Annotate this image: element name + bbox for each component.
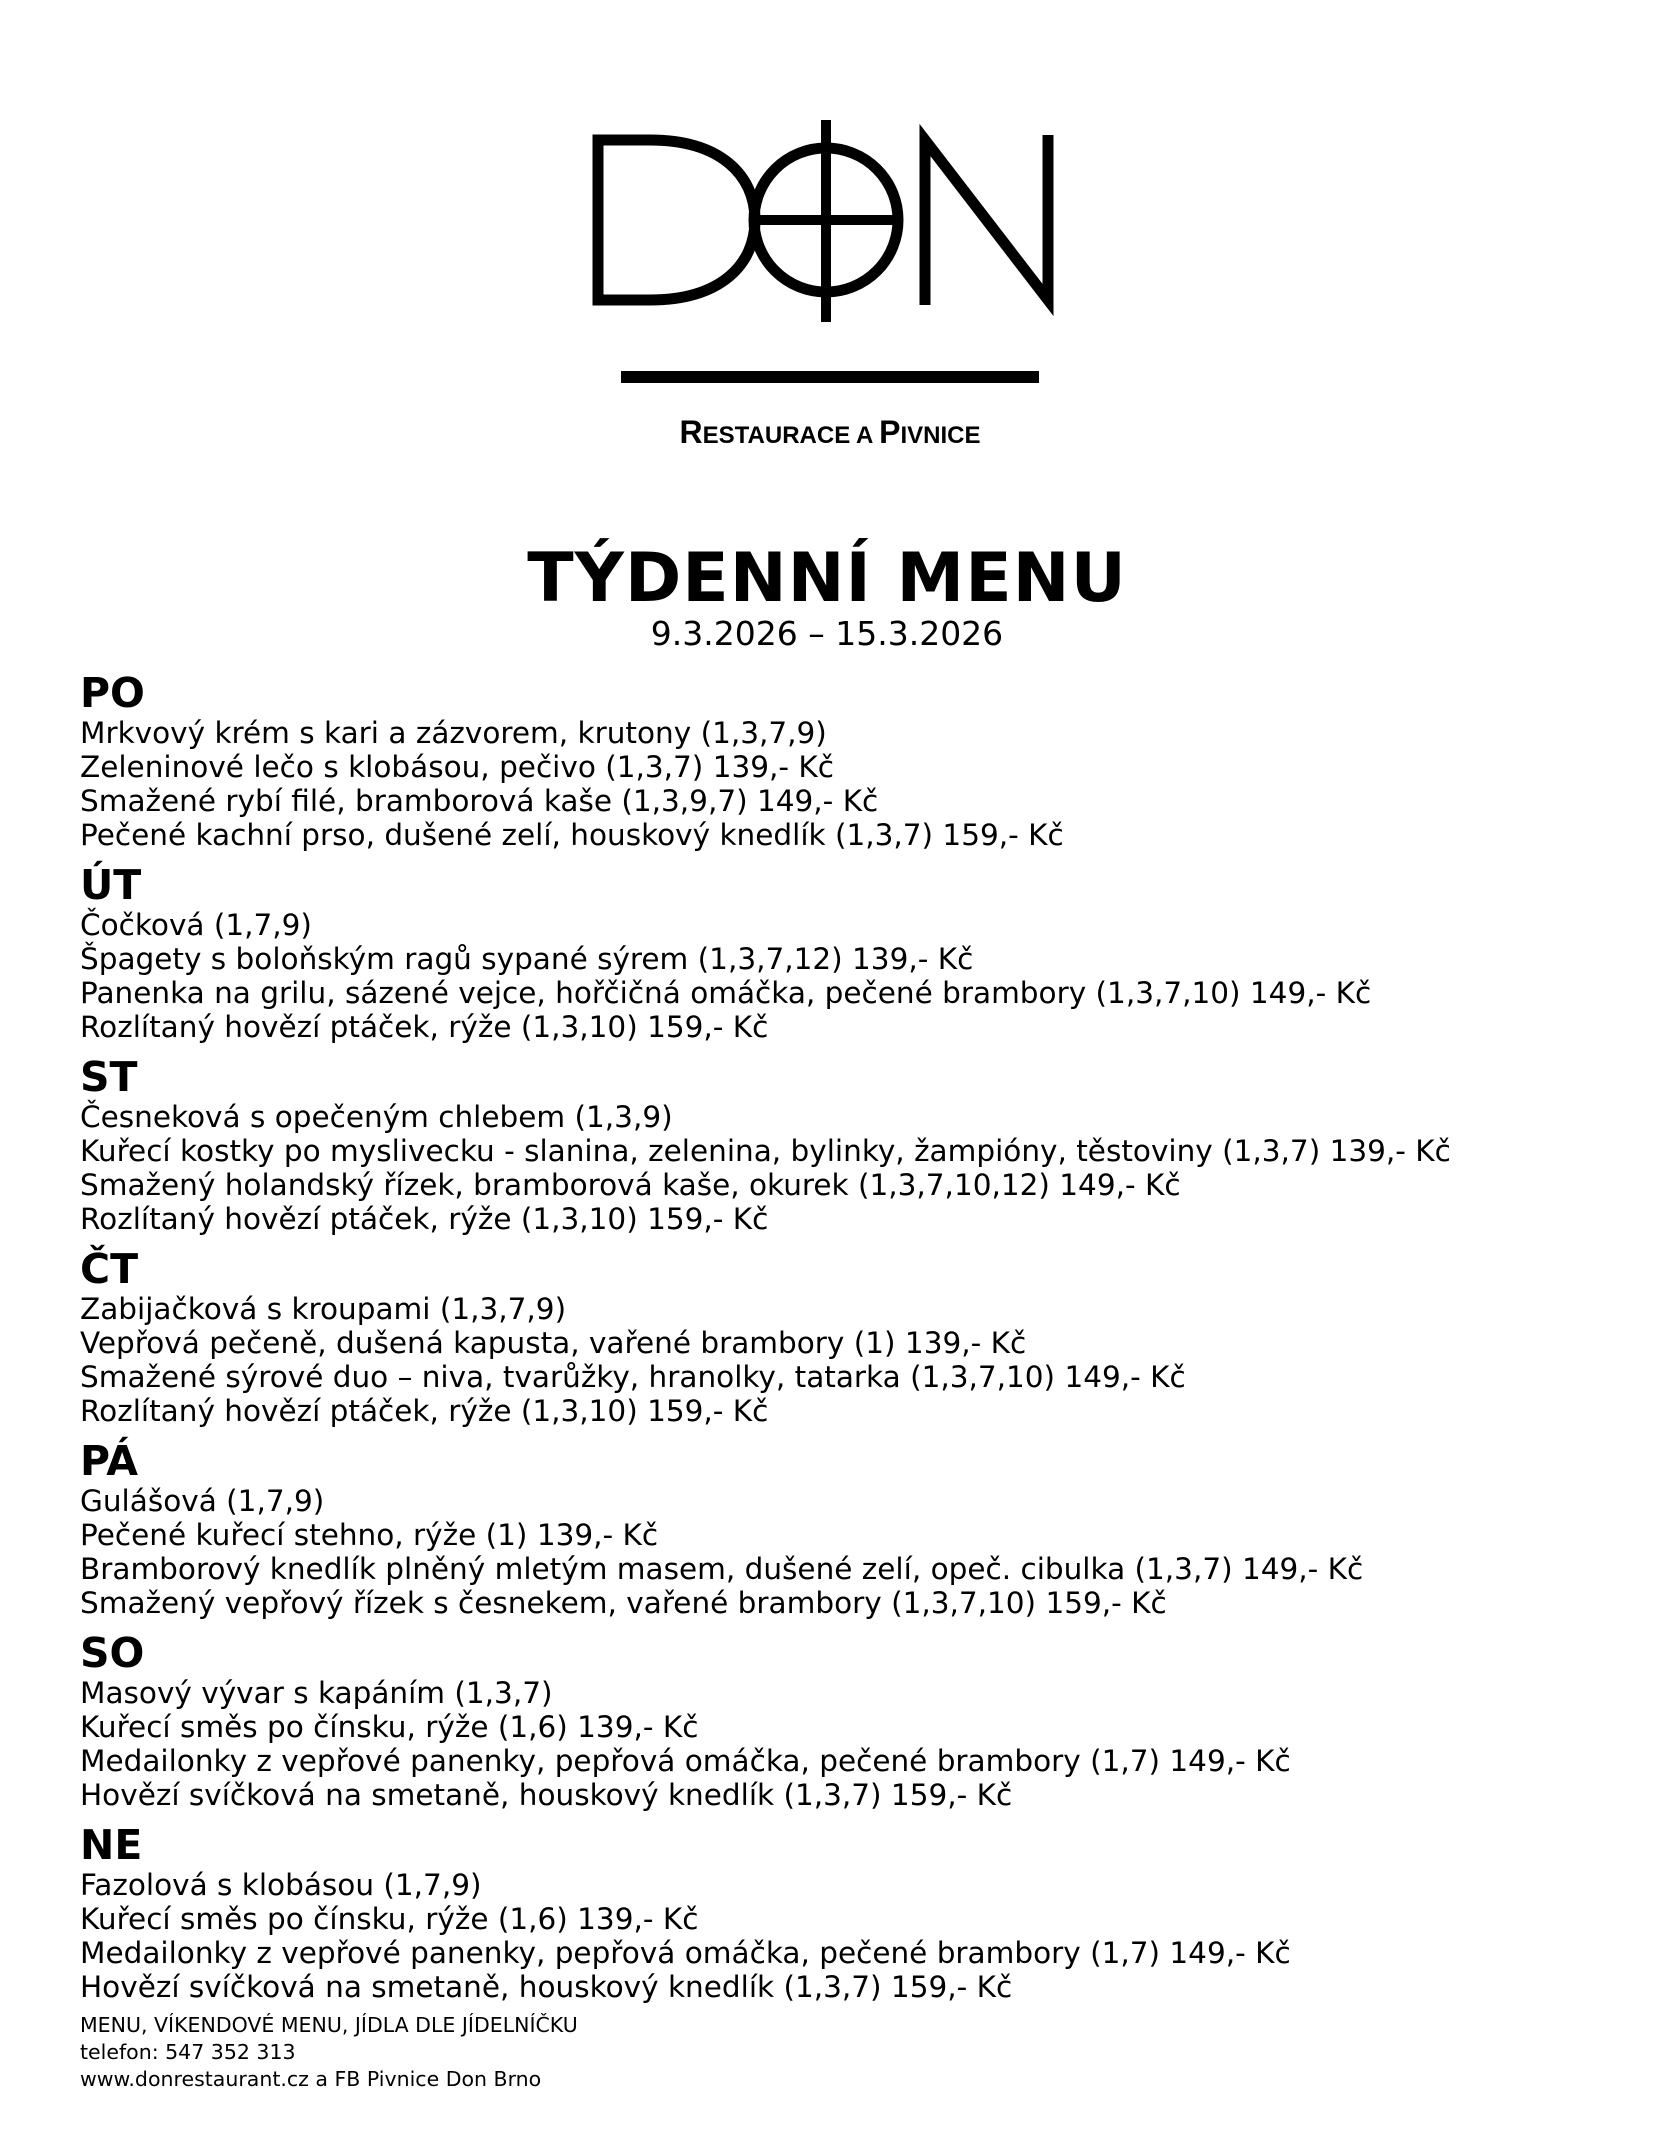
dish-item: Medailonky z vepřové panenky, pepřová omáčka, pečené brambory (1,7) 149,- Kč xyxy=(80,1744,1291,1778)
day-name: PO xyxy=(80,669,145,717)
dish-item: Hovězí svíčková na smetaně, houskový knedlík (1,3,7) 159,- Kč xyxy=(80,1970,1013,2004)
dish-item: Smažený holandský řízek, bramborová kaše, okurek (1,3,7,10,12) 149,- Kč xyxy=(80,1168,1181,1202)
dish-item: Rozlítaný hovězí ptáček, rýže (1,3,10) 159,- Kč xyxy=(80,1010,769,1044)
dish-item: Panenka na grilu, sázené vejce, hořčičná omáčka, pečené brambory (1,3,7,10) 149,- Kč xyxy=(80,976,1372,1010)
day-section xyxy=(80,1246,1640,1428)
restaurant-logo xyxy=(580,110,1080,460)
dish-item: Smažené sýrové duo – niva, tvarůžky, hranolky, tatarka (1,3,7,10) 149,- Kč xyxy=(80,1360,1186,1394)
dish-item: Fazolová s klobásou (1,7,9) xyxy=(80,1868,482,1902)
dish-item: Kuřecí směs po čínsku, rýže (1,6) 139,- Kč xyxy=(80,1710,699,1744)
dish-item: Gulášová (1,7,9) xyxy=(80,1484,325,1518)
dish-item: Čočková (1,7,9) xyxy=(80,908,312,942)
dish-item: Zabijačková s kroupami (1,3,7,9) xyxy=(80,1292,567,1326)
dish-item: Vepřová pečeně, dušená kapusta, vařené brambory (1) 139,- Kč xyxy=(80,1326,1027,1360)
menu-title: TÝDENNÍ MENU xyxy=(527,539,1127,618)
dish-item: Hovězí svíčková na smetaně, houskový knedlík (1,3,7) 159,- Kč xyxy=(80,1778,1013,1812)
dish-item: Medailonky z vepřové panenky, pepřová omáčka, pečené brambory (1,7) 149,- Kč xyxy=(80,1936,1291,1970)
day-name: ČT xyxy=(80,1245,139,1293)
dish-item: Česneková s opečeným chlebem (1,3,9) xyxy=(80,1100,673,1134)
dish-item: Zeleninové lečo s klobásou, pečivo (1,3,7) 139,- Kč xyxy=(80,750,834,784)
day-section xyxy=(80,670,1640,852)
footer-services: MENU, VÍKENDOVÉ MENU, JÍDLA DLE JÍDELNÍČKU xyxy=(80,2013,578,2037)
dish-item: Pečené kachní prso, dušené zelí, houskový knedlík (1,3,7) 159,- Kč xyxy=(80,818,1064,852)
dish-item: Bramborový knedlík plněný mletým masem, dušené zelí, opeč. cibulka (1,3,7) 149,- Kč xyxy=(80,1552,1364,1586)
dish-item: Rozlítaný hovězí ptáček, rýže (1,3,10) 159,- Kč xyxy=(80,1202,769,1236)
menu-header xyxy=(0,540,1654,654)
dish-item: Pečené kuřecí stehno, rýže (1) 139,- Kč xyxy=(80,1518,659,1552)
logo-divider xyxy=(621,371,1039,383)
dish-item: Rozlítaný hovězí ptáček, rýže (1,3,10) 159,- Kč xyxy=(80,1394,769,1428)
dish-item: Smažený vepřový řízek s česnekem, vařené brambory (1,3,7,10) 159,- Kč xyxy=(80,1586,1167,1620)
footer-phone: telefon: 547 352 313 xyxy=(80,2040,296,2064)
day-name: PÁ xyxy=(80,1437,139,1485)
weekly-menu-days xyxy=(80,670,1640,2014)
logo-letter-d xyxy=(598,140,755,300)
dish-item: Masový vývar s kapáním (1,3,7) xyxy=(80,1676,553,1710)
day-name: ST xyxy=(80,1053,138,1101)
day-section xyxy=(80,862,1640,1044)
day-name: NE xyxy=(80,1821,143,1869)
day-section xyxy=(80,1438,1640,1620)
dish-item: Kuřecí kostky po myslivecku - slanina, zelenina, bylinky, žampióny, těstoviny (1,3,7) 139,- Kč xyxy=(80,1134,1451,1168)
dish-item: Kuřecí směs po čínsku, rýže (1,6) 139,- Kč xyxy=(80,1902,699,1936)
logo-wordmark xyxy=(580,110,1080,340)
menu-date-range: 9.3.2026 – 15.3.2026 xyxy=(650,614,1004,653)
day-section xyxy=(80,1630,1640,1812)
dish-item: Špagety s boloňským ragů sypané sýrem (1,3,7,12) 139,- Kč xyxy=(80,942,974,976)
logo-tagline xyxy=(580,399,1080,459)
day-section xyxy=(80,1054,1640,1236)
footer xyxy=(80,2012,1280,2093)
logo-letter-n xyxy=(925,135,1048,305)
day-section xyxy=(80,1822,1640,2004)
svg-text:RESTAURACE A PIVNICE: RESTAURACE A PIVNICE xyxy=(679,414,981,450)
footer-website: www.donrestaurant.cz a FB Pivnice Don Brno xyxy=(80,2067,542,2091)
dish-item: Smažené rybí filé, bramborová kaše (1,3,9,7) 149,- Kč xyxy=(80,784,879,818)
day-name: ÚT xyxy=(80,861,142,909)
day-name: SO xyxy=(80,1629,145,1677)
dish-item: Mrkvový krém s kari a zázvorem, krutony (1,3,7,9) xyxy=(80,716,827,750)
crosshair-o-icon xyxy=(750,120,902,322)
